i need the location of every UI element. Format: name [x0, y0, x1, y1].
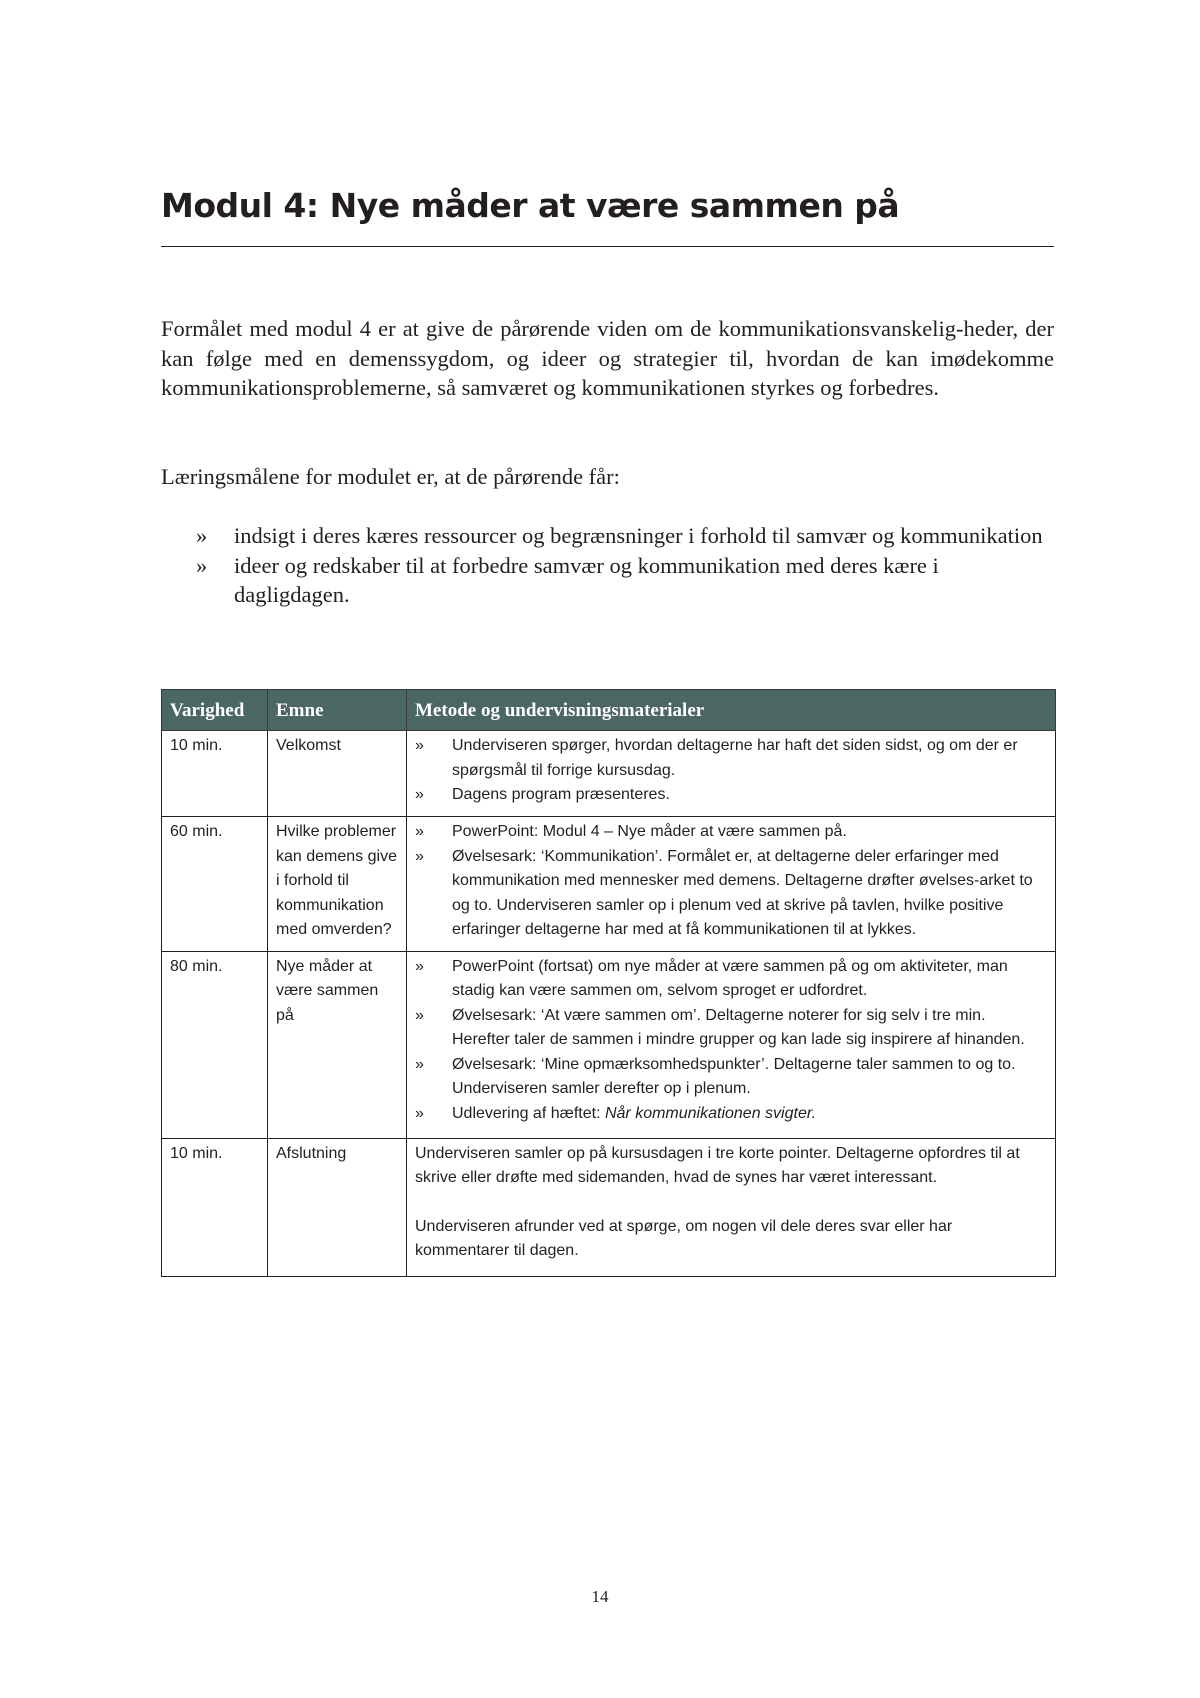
method-cell [407, 731, 1056, 817]
topic-cell: Hvilke problemer kan demens give i forhold til kommunikation med omverden? [268, 817, 407, 952]
learning-goals-intro: Læringsmålene for modulet er, at de pårørende får: [161, 464, 620, 489]
method-text: Underviseren spørger, hvordan deltagerne har haft det siden sidst, og om der er spørgsmål til forrige kursusdag. [452, 737, 1018, 779]
method-item [415, 1102, 1047, 1127]
method-text: Udlevering af hæftet: [452, 1104, 605, 1122]
bullet-marker: » [415, 1055, 424, 1073]
title-divider [161, 246, 1054, 247]
booklet-title: Når kommunikationen svigter. [604, 1104, 817, 1122]
duration-cell: 10 min. [162, 731, 268, 817]
header-duration: Varighed [162, 690, 268, 731]
bullet-marker: » [415, 737, 424, 754]
table-row [162, 951, 1056, 1138]
method-text: Øvelsesark: ‘At være sammen om’. Deltagerne noterer for sig selv i tre min. Herefter taler de sammen i mindre grupper og kan lade sig inspirere af hinanden. [452, 1006, 1025, 1048]
learning-goal-text: indsigt i deres kæres ressourcer og begrænsninger i forhold til samvær og kommunikation [234, 523, 1043, 548]
bullet-marker: » [196, 523, 208, 548]
learning-goal-item [161, 551, 1054, 610]
method-item [415, 955, 1047, 1004]
method-text: PowerPoint (fortsat) om nye måder at være sammen på og om aktiviteter, man stadig kan være sammen om, selvom sproget er udfordret. [452, 957, 1008, 999]
table-header-row [162, 690, 1056, 731]
method-cell [407, 1138, 1056, 1276]
table-row [162, 731, 1056, 817]
method-item [415, 1004, 1047, 1053]
page-number: 14 [591, 1587, 609, 1606]
method-paragraph: Underviseren samler op på kursusdagen i tre korte pointer. Deltagerne opfordres til at skrive eller drøfte med sidemanden, hvad de synes har været interessant. [415, 1144, 1020, 1186]
method-list [415, 955, 1047, 1127]
header-method: Metode og undervisningsmaterialer [407, 690, 1056, 731]
bullet-marker: » [415, 957, 424, 975]
table-row [162, 817, 1056, 952]
duration-cell: 10 min. [162, 1138, 268, 1276]
duration-cell: 80 min. [162, 951, 268, 1138]
method-text: Øvelsesark: ‘Kommunikation’. Formålet er, at deltagerne deler erfaringer med kommunikation med mennesker med demens. Deltagerne drøfter øvelses-arket to og to. Underviseren samler op i plenum ved at skrive på tavlen, hvilke positive erfaringer deltagerne har med at få kommunikationen til at lykkes. [452, 847, 1033, 938]
topic-cell: Afslutning [268, 1138, 407, 1276]
method-list [415, 820, 1047, 943]
learning-goal-text: ideer og redskaber til at forbedre samvær og kommunikation med deres kære i dagligdagen. [234, 552, 939, 607]
method-text: PowerPoint: Modul 4 – Nye måder at være sammen på. [452, 823, 847, 840]
method-text: Øvelsesark: ‘Mine opmærksomhedspunkter’. Deltagerne taler sammen to og to. Underviseren samler derefter op i plenum. [452, 1055, 1016, 1097]
bullet-marker: » [415, 1104, 424, 1122]
method-text: Dagens program præsenteres. [452, 786, 670, 803]
topic-cell: Velkomst [268, 731, 407, 817]
header-topic: Emne [268, 690, 407, 731]
bullet-marker: » [415, 1006, 424, 1024]
duration-cell: 60 min. [162, 817, 268, 952]
learning-goals-list [161, 521, 1054, 610]
page-title: Modul 4: Nye måder at være sammen på [161, 186, 900, 225]
method-cell [407, 817, 1056, 952]
table-row [162, 1138, 1056, 1276]
method-item [415, 845, 1047, 943]
method-paragraph: Underviseren afrunder ved at spørge, om nogen vil dele deres svar eller har kommentarer til dagen. [415, 1217, 953, 1259]
session-plan-table [161, 689, 1056, 1277]
bullet-marker: » [415, 823, 424, 840]
learning-goal-item [161, 521, 1054, 551]
method-item [415, 734, 1047, 783]
method-item [415, 1053, 1047, 1102]
bullet-marker: » [415, 786, 424, 803]
topic-cell: Nye måder at være sammen på [268, 951, 407, 1138]
intro-paragraph: Formålet med modul 4 er at give de pårørende viden om de kommunikationsvanskelig-heder, der kan følge med en demenssygdom, og ideer og strategier til, hvordan de kan imødekomme kommunikationsproblemerne, så samværet og kommunikationen styrkes og forbedres. [161, 316, 1054, 400]
method-list [415, 734, 1047, 808]
bullet-marker: » [415, 847, 424, 865]
method-item [415, 783, 1047, 808]
method-cell [407, 951, 1056, 1138]
bullet-marker: » [196, 552, 208, 578]
method-item [415, 820, 1047, 845]
